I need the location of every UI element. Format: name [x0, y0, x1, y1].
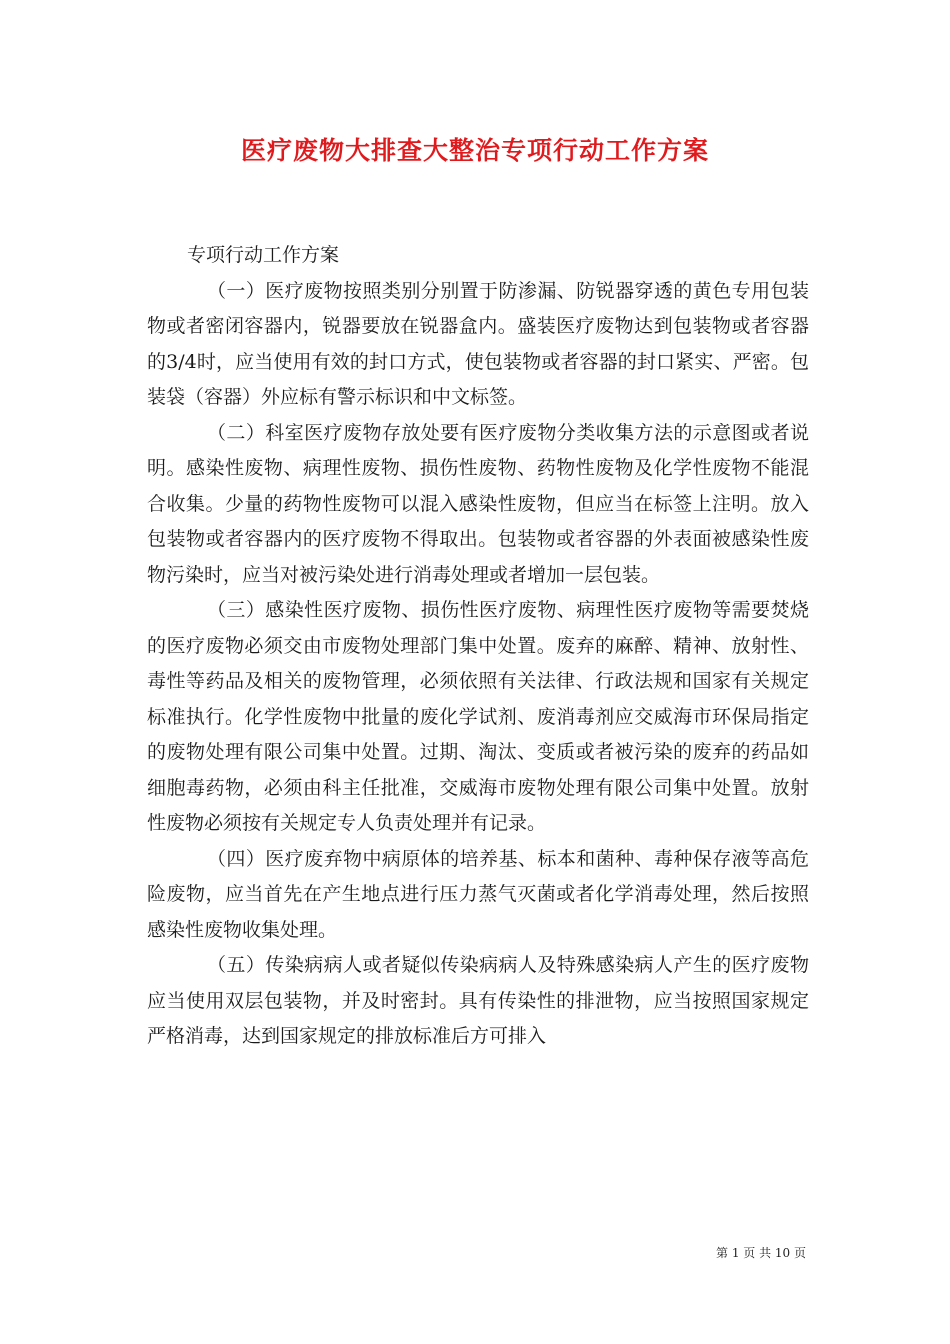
- section-subtitle: 专项行动工作方案: [187, 244, 340, 266]
- paragraph-1: （一）医疗废物按照类别分别置于防渗漏、防锐器穿透的黄色专用包装物或者密闭容器内，锐器要放在锐器盒内。盛装医疗废物达到包装物或者容器的3/4时，应当使用有效的封口方式，使包装物或者容器的封口紧实、严密。包装袋（容器）外应标有警示标识和中文标签。: [147, 279, 809, 408]
- paragraph-3: （三）感染性医疗废物、损伤性医疗废物、病理性医疗废物等需要焚烧的医疗废物必须交由市废物处理部门集中处置。废弃的麻醉、精神、放射性、毒性等药品及相关的废物管理，必须依照有关法律、行政法规和国家有关规定标准执行。化学性废物中批量的废化学试剂、废消毒剂应交威海市环保局指定的废物处理有限公司集中处置。过期、淘汰、变质或者被污染的废弃的药品如细胞毒药物，必须由科主任批准，交威海市废物处理有限公司集中处置。放射性废物必须按有关规定专人负责处理并有记录。: [147, 599, 809, 834]
- paragraph-5: （五）传染病病人或者疑似传染病病人及特殊感染病人产生的医疗废物应当使用双层包装物，并及时密封。具有传染性的排泄物，应当按照国家规定严格消毒，达到国家规定的排放标准后方可排入: [147, 954, 809, 1047]
- paragraph-2: （二）科室医疗废物存放处要有医疗废物分类收集方法的示意图或者说明。感染性废物、病理性废物、损伤性废物、药物性废物及化学性废物不能混合收集。少量的药物性废物可以混入感染性废物，但应当在标签上注明。放入包装物或者容器内的医疗废物不得取出。包装物或者容器的外表面被感染性废物污染时，应当对被污染处进行消毒处理或者增加一层包装。: [147, 421, 809, 586]
- document-body: [147, 238, 809, 1055]
- page-number-footer: 第 1 页 共 10 页: [716, 1246, 806, 1260]
- paragraph-4: （四）医疗废弃物中病原体的培养基、标本和菌种、毒种保存液等高危险废物，应当首先在产生地点进行压力蒸气灭菌或者化学消毒处理，然后按照感染性废物收集处理。: [147, 847, 809, 941]
- document-title: 医疗废物大排查大整治专项行动工作方案: [240, 136, 709, 165]
